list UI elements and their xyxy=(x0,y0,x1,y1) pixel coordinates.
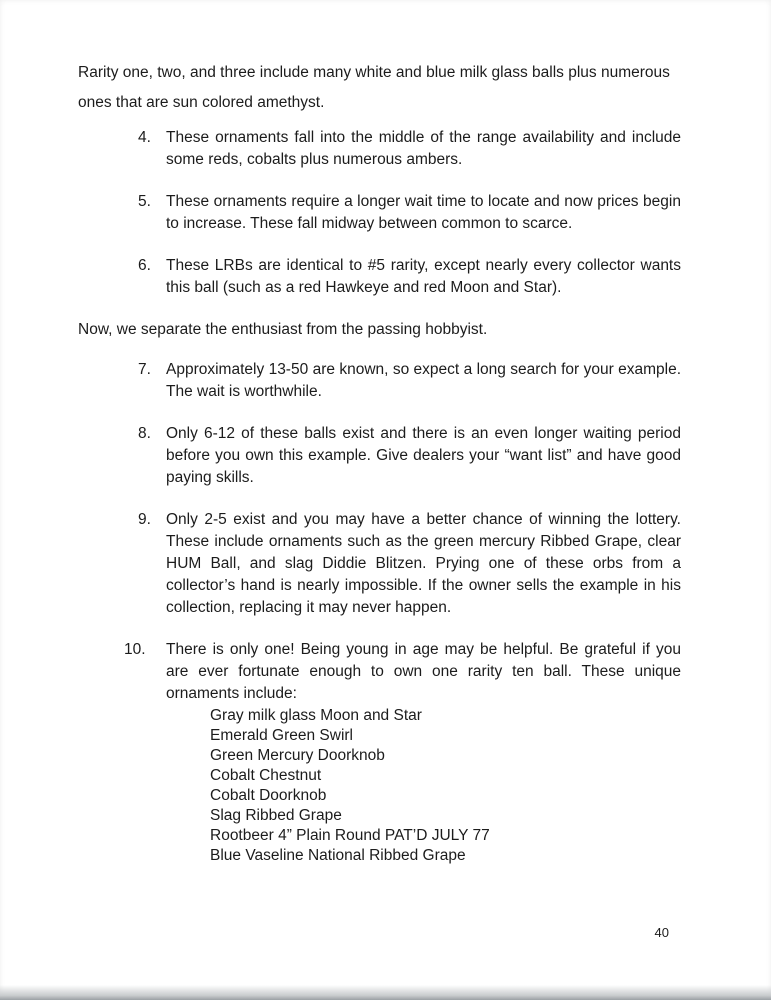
item-text-lead: There is only one! Being young in age may be helpful. Be grateful if you are ever fortunate enough to own one rarity ten ball. These unique ornaments include: xyxy=(166,641,681,702)
sublist-item: Blue Vaseline National Ribbed Grape xyxy=(210,847,466,864)
numbered-item-7 xyxy=(138,359,681,403)
sublist-item: Gray milk glass Moon and Star xyxy=(210,707,422,724)
numbered-item-9 xyxy=(138,509,681,619)
item-number: 7. xyxy=(138,361,151,378)
item-text: Only 6-12 of these balls exist and there is an even longer waiting period before you own this example. Give dealers your “want list” and have good paying skills. xyxy=(166,425,681,486)
item-text: Approximately 13-50 are known, so expect a long search for your example. The wait is worthwhile. xyxy=(166,361,681,400)
sublist-item: Cobalt Chestnut xyxy=(210,767,322,784)
item-number: 8. xyxy=(138,425,151,442)
item-text: These ornaments fall into the middle of the range availability and include some reds, cobalts plus numerous ambers. xyxy=(166,129,681,168)
item-number: 5. xyxy=(138,193,151,210)
item-number: 6. xyxy=(138,257,151,274)
numbered-item-8 xyxy=(138,423,681,489)
ornament-sublist xyxy=(210,706,681,866)
item-number: 10. xyxy=(124,641,146,658)
item-text: These LRBs are identical to #5 rarity, except nearly every collector wants this ball (such as a red Hawkeye and red Moon and Star). xyxy=(166,257,681,296)
numbered-item-10 xyxy=(124,639,681,866)
item-text: Only 2-5 exist and you may have a better chance of winning the lottery. These include ornaments such as the green mercury Ribbed Grape, clear HUM Ball, and slag Diddie Blitzen. Prying one of these orbs from a collector’s hand is nearly impossible. If the owner sells the example in his collection, replacing it may never happen. xyxy=(166,511,681,616)
divider-paragraph: Now, we separate the enthusiast from the passing hobbyist. xyxy=(78,321,488,338)
item-text xyxy=(166,639,681,866)
page-number: 40 xyxy=(654,925,669,940)
item-text: These ornaments require a longer wait time to locate and now prices begin to increase. These fall midway between common to scarce. xyxy=(166,193,681,232)
sublist-item: Cobalt Doorknob xyxy=(210,787,327,804)
sublist-item: Rootbeer 4” Plain Round PAT’D JULY 77 xyxy=(210,827,490,844)
sublist-item: Slag Ribbed Grape xyxy=(210,807,342,824)
scan-bottom-shadow xyxy=(0,985,771,1000)
numbered-item-6 xyxy=(138,255,681,299)
sublist-item: Green Mercury Doorknob xyxy=(210,747,385,764)
numbered-item-4 xyxy=(138,127,681,171)
numbered-item-5 xyxy=(138,191,681,235)
item-number: 4. xyxy=(138,129,151,146)
sublist-item: Emerald Green Swirl xyxy=(210,727,353,744)
intro-paragraph: Rarity one, two, and three include many white and blue milk glass balls plus numerous ones that are sun colored amethyst. xyxy=(78,64,670,111)
item-number: 9. xyxy=(138,511,151,528)
